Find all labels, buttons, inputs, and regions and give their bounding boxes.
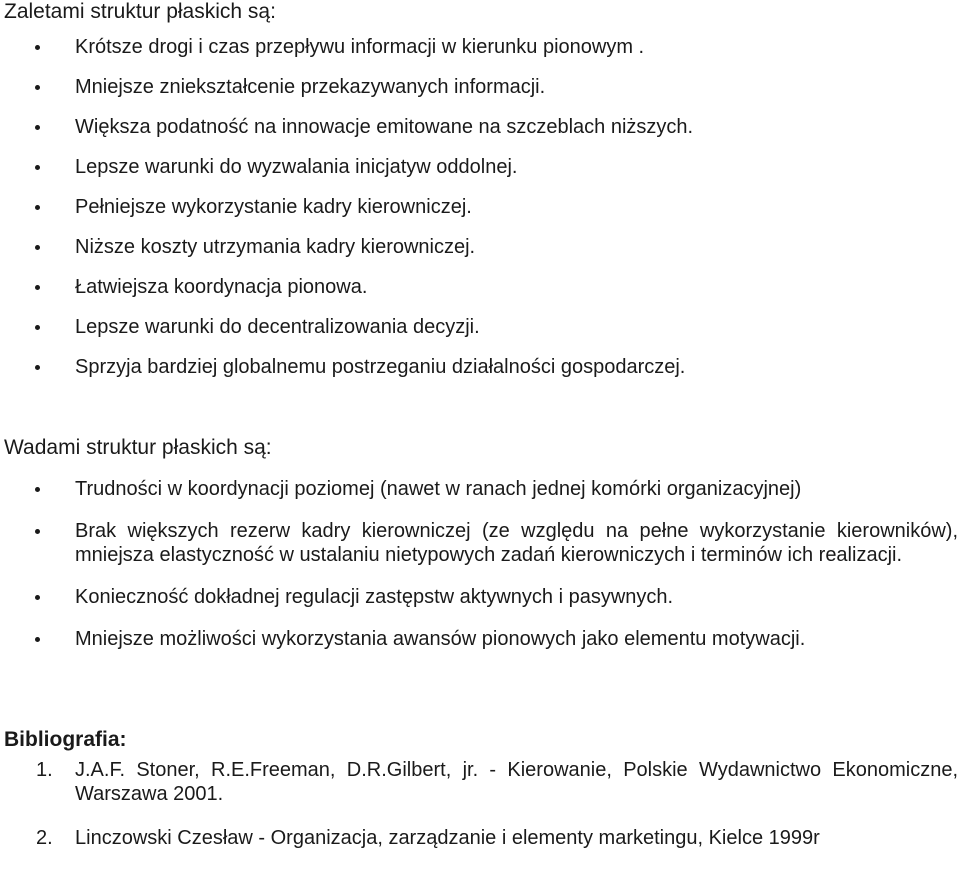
list-item: Lepsze warunki do decentralizowania decyzji. [0, 315, 958, 355]
list-item: Mniejsze możliwości wykorzystania awansów pionowych jako elementu motywacji. [0, 627, 958, 651]
bullet-icon [35, 595, 40, 600]
bullet-icon [35, 245, 40, 250]
entry-text: Linczowski Czesław - Organizacja, zarządzanie i elementy marketingu, Kielce 1999r [75, 827, 820, 849]
bullet-icon [35, 205, 40, 210]
list-item: Brak większych rezerw kadry kierowniczej (ze względu na pełne wykorzystanie kierowników), mniejsza elastyczność w ustalaniu nietypowych zadań kierowniczych i terminów ich realizacji. [0, 519, 958, 567]
list-item: Konieczność dokładnej regulacji zastępstw aktywnych i pasywnych. [0, 585, 958, 609]
list-item: Pełniejsze wykorzystanie kadry kierowniczej. [0, 195, 958, 235]
bullet-icon [35, 45, 40, 50]
bullet-icon [35, 637, 40, 642]
advantages-list [0, 35, 958, 395]
entry-text: J.A.F. Stoner, R.E.Freeman, D.R.Gilbert, jr. - Kierowanie, Polskie Wydawnictwo Ekonomiczne, Warszawa 2001. [75, 759, 958, 805]
bibliography-title: Bibliografia: [4, 728, 127, 751]
list-item: Niższe koszty utrzymania kadry kierowniczej. [0, 235, 958, 275]
list-item: Mniejsze zniekształcenie przekazywanych informacji. [0, 75, 958, 115]
disadvantages-list [0, 477, 958, 669]
bullet-icon [35, 285, 40, 290]
list-item: Lepsze warunki do wyzwalania inicjatyw oddolnej. [0, 155, 958, 195]
advantages-heading: Zaletami struktur płaskich są: [4, 0, 276, 23]
bibliography-list [0, 758, 958, 850]
bibliography-entry [0, 758, 958, 806]
list-item: Większa podatność na innowacje emitowane na szczeblach niższych. [0, 115, 958, 155]
entry-number: 1. [36, 759, 53, 781]
list-item: Sprzyja bardziej globalnemu postrzeganiu działalności gospodarczej. [0, 355, 958, 395]
bibliography-entry [0, 826, 958, 850]
list-item: Krótsze drogi i czas przepływu informacji w kierunku pionowym . [0, 35, 958, 75]
list-item: Łatwiejsza koordynacja pionowa. [0, 275, 958, 315]
entry-number: 2. [36, 827, 53, 849]
bullet-icon [35, 325, 40, 330]
bullet-icon [35, 487, 40, 492]
list-item: Trudności w koordynacji poziomej (nawet w ranach jednej komórki organizacyjnej) [0, 477, 958, 501]
bullet-icon [35, 85, 40, 90]
bullet-icon [35, 365, 40, 370]
bullet-icon [35, 125, 40, 130]
disadvantages-heading: Wadami struktur płaskich są: [4, 436, 272, 459]
bullet-icon [35, 529, 40, 534]
bullet-icon [35, 165, 40, 170]
